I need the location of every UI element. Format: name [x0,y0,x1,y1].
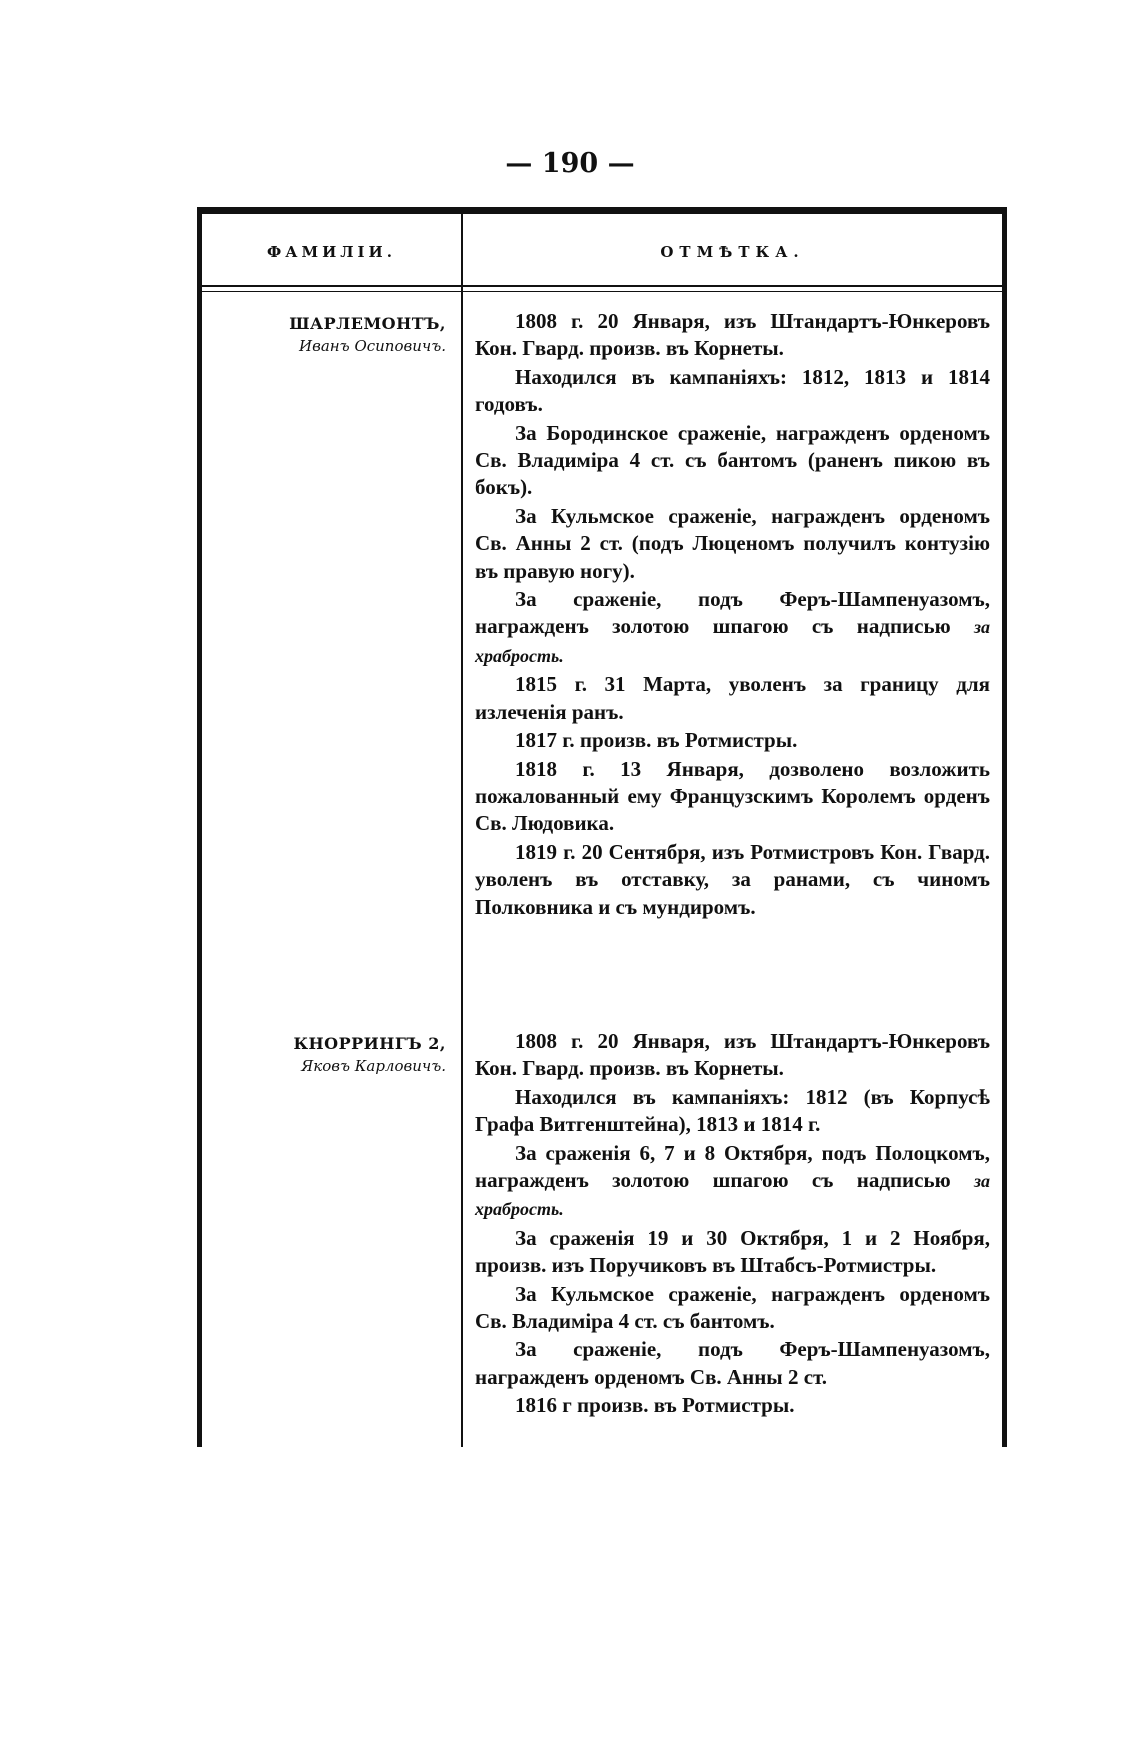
note-entry [475,586,990,670]
person-surname: ШАРЛЕМОНТЪ, [289,314,446,333]
table-left-border [197,207,202,1447]
person-notes [475,1028,990,1421]
note-entry: 1808 г. 20 Января, изъ Штандартъ-Юнкеровъ Кон. Гвард. произв. въ Корнеты. [475,309,990,361]
note-entry: За Бородинское сраженіе, награжденъ орденомъ Св. Владиміра 4 ст. съ бантомъ (раненъ пикою въ бокъ). [475,420,990,500]
person-given-name: Иванъ Осиповичъ. [299,337,446,355]
table-top-border [197,207,1007,214]
column-header-notes: ОТМѢТКА. [660,243,805,261]
note-entry: За Кульмское сраженіе, награжденъ орденомъ Св. Анны 2 ст. (подъ Люценомъ получилъ контузію въ правую ногу). [475,503,990,583]
note-entry: 1815 г. 31 Марта, уволенъ за границу для излеченія ранъ. [475,672,990,724]
column-divider [461,214,463,1447]
person-given-name: Яковъ Карловичъ. [301,1057,446,1075]
header-rule [202,285,1002,287]
note-entry: 1808 г. 20 Января, изъ Штандартъ-Юнкеровъ Кон. Гвард. произв. въ Корнеты. [475,1029,990,1081]
note-entry [475,1140,990,1224]
header-rule-thin [202,291,1002,292]
page-number: — 190 — [505,148,635,179]
record-table [197,207,1007,1447]
person-name-block [202,313,446,357]
note-italic: за храбрость. [475,617,991,666]
note-entry: Находился въ кампаніяхъ: 1812, 1813 и 1814 годовъ. [475,364,990,417]
note-entry: 1818 г. 13 Января, дозволено возложить пожалованный ему Французскимъ Королемъ орденъ Св. Людовика. [475,756,990,836]
note-entry: 1816 г произв. въ Ротмистры. [515,1393,795,1418]
person-surname: КНОРРИНГЪ 2, [293,1034,446,1053]
note-text: За сраженія 6, 7 и 8 Октября, подъ Полоцкомъ, награжденъ золотою шпагою съ надписью [475,1140,990,1193]
note-entry: За сраженія 19 и 30 Октября, 1 и 2 Ноября, произв. изъ Поручиковъ въ Штабсъ-Ротмистры. [475,1225,990,1278]
note-entry: 1819 г. 20 Сентября, изъ Ротмистровъ Кон. Гвард. уволенъ въ отставку, за ранами, съ чиномъ Полковника и съ мундиромъ. [475,839,990,919]
person-notes [475,308,990,922]
table-right-border [1002,207,1007,1447]
note-entry: За Кульмское сраженіе, награжденъ орденомъ Св. Владиміра 4 ст. съ бантомъ. [475,1281,990,1334]
note-italic: за храбрость. [475,1171,991,1220]
person-name-block [202,1033,446,1077]
column-header-names: ФАМИЛІИ. [267,243,396,261]
note-entry: Находился въ кампаніяхъ: 1812 (въ Корпусѣ Графа Витгенштейна), 1813 и 1814 г. [475,1084,990,1137]
note-entry: За сраженіе, подъ Феръ-Шампенуазомъ, награжденъ орденомъ Св. Анны 2 ст. [475,1337,990,1389]
note-text: За сраженіе, подъ Феръ-Шампенуазомъ, награжденъ золотою шпагою съ надписью [475,587,990,639]
note-entry: 1817 г. произв. въ Ротмистры. [515,728,798,753]
